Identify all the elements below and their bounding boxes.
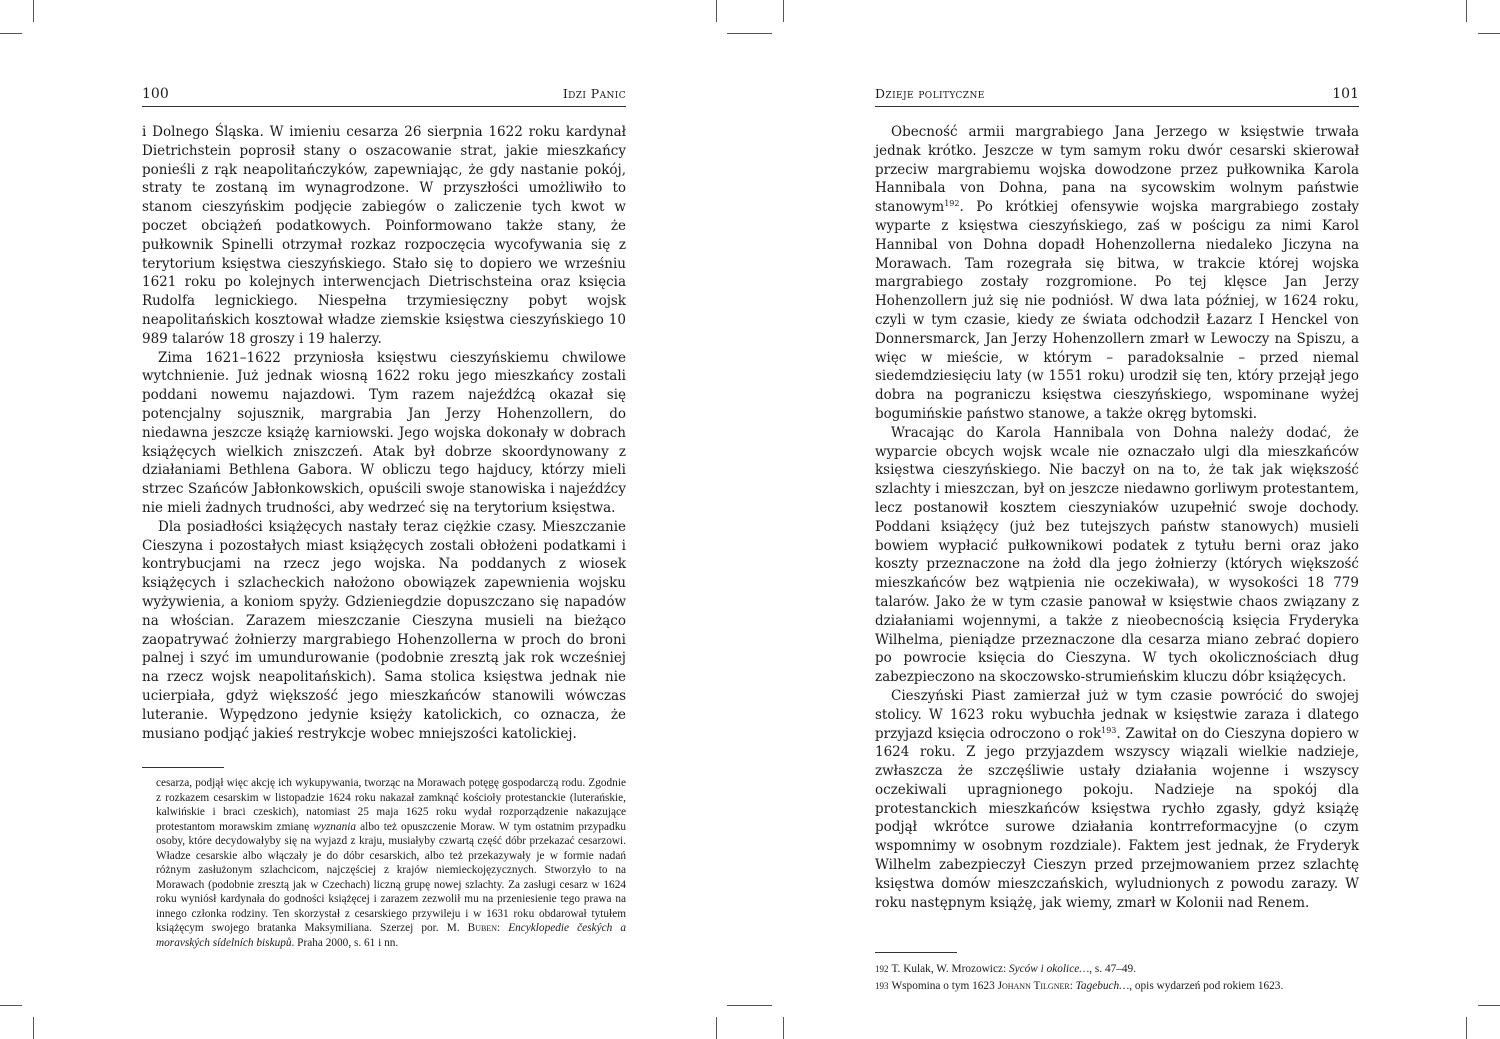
crop-mark: [33, 0, 34, 22]
footnote-ref: 192: [944, 199, 960, 209]
crop-mark: [783, 0, 784, 22]
crop-mark: [0, 33, 22, 34]
crop-mark: [727, 1005, 772, 1006]
paragraph: Wracając do Karola Hannibala von Dohna należy dodać, że wyparcie obcych wojsk wcale nie oznaczało ulgi dla mieszkańców księstwa cieszyńskiego. Nie baczył on na to, że tak jak większość szlachty i mieszczan, był on jeszcze niedawno gorliwym protestantem, lecz postanowił kosztem cieszyniaków uzupełnić swoje dochody. Poddani książęcy (już bez tutejszych państw stanowych) musieli bowiem wypłacić pułkownikowi podatek z tytułu berni oraz jako koszty przeznaczone na żołd dla jego żołnierzy (których większość mieszkańców bez wątpienia nie oczekiwała), w wysokości 18 779 talarów. Jako że w tym czasie panował w księstwie chaos związany z działaniami wojennymi, a także z nieobecnością księcia Fryderyka Wilhelma, pieniądze przeznaczone dla cesarza miano zebrać dopiero po powrocie księcia do Cieszyna. W tych okolicznościach dług zabezpieczono na skoczowsko-strumieńskim kluczu dóbr książęcych.: [875, 424, 1359, 686]
crop-mark: [727, 33, 772, 34]
page-number-left: 100: [142, 86, 169, 102]
paragraph: Obecność armii margrabiego Jana Jerzego w księstwie trwała jednak krótko. Jeszcze w tym samym roku dwór cesarski skierował przeciw margrabiemu wojska dowodzone przez pułkownika Karola Hannibala von Dohna, pana na sycowskim wolnym państwie stanowym$^{192}$. Po krótkiej ofensywie wojska margrabiego zostały wyparte z księstwa cieszyńskiego, zaś w pościgu za nimi Karol Hannibal von Dohna dopadł Hohenzollerna niedaleko Jiczyna na Morawach. Tam rozegrała się bitwa, w trakcie której wojska margrabiego zostały rozgromione. Po tej klęsce Jan Jerzy Hohenzollern już się nie podniósł. W dwa lata później, w 1624 roku, czyli w tym czasie, kiedy ze świata odchodził Łazarz I Henckel von Donnersmarck, Jan Jerzy Hohenzollern zmarł w Lewoczy na Spiszu, a więc w mieście, w którym – paradoksalnie – przed niemal siedemdziesięciu laty (w 1551 roku) urodził się ten, który przejął jego dobra na pograniczu księstwa cieszyńskiego, wspominane wyżej bogumińskie państwo stanowe, a także okręg bytomski.: [875, 124, 1359, 422]
crop-mark: [783, 1017, 784, 1039]
left-page: [142, 86, 626, 950]
running-head-title-left: Idzi Panic: [562, 86, 626, 101]
footnote-ref: 193: [1101, 725, 1117, 735]
body-text-left: [142, 123, 626, 743]
crop-mark: [1478, 1005, 1500, 1006]
footnote-continuation: cesarza, podjął więc akcję ich wykupywania, tworząc na Morawach potęgę gospodarczą rodu. Zgodnie z rozkazem cesarskim w listopadzie 1624 roku nakazał zamknąć kościoły protestanckie (luterańskie, kalwińskie i braci czeskich), natomiast 25 maja 1625 roku wydał rozporządzenie nakazujące protestantom morawskim zmianę wyznania albo też opuszczenie Moraw. W tym ostatnim przypadku osoby, które decydowałyby się na wyjazd z kraju, musiałyby czwartą część dóbr przekazać cesarzowi. Władze cesarskie albo włączały je do dóbr cesarskich, albo też przekazywały je w formie nadań różnym zasłużonym szlachcicom, najczęściej z krajów niemieckojęzycznych. Stworzyło to na Morawach (podobnie zresztą jak w Czechach) liczną grupę nowej szlachty. Za zasługi cesarz w 1624 roku wyniósł kardynała do godności książęcej i zarazem zezwolił mu na przeniesienie tego prawa na innego członka rodziny. Ten skorzystał z cesarskiego przywileju i w 1631 roku obdarował tytułem książęcym swojego bratanka Maksymiliana. Szerzej por. M. Buben: Encyklopedie českých a moravských sídelních biskupů. Praha 2000, s. 61 i nn.: [156, 777, 627, 949]
crop-mark: [1466, 1017, 1467, 1039]
crop-mark: [716, 0, 717, 22]
footnote-193: 193 Wspomina o tym 1623 Johann Tilgner: Tagebuch…, opis wydarzeń pod rokiem 1623.: [875, 980, 1284, 993]
paragraph: Cieszyński Piast zamierzał już w tym czasie powrócić do swojej stolicy. W 1623 roku wybuchła jednak w księstwie zaraza i dlatego przyjazd księcia odroczono o rok$^{193}$. Zawitał on do Cieszyna dopiero w 1624 roku. Z jego przyjazdem wszyscy wiązali wielkie nadzieje, zwłaszcza że szczęśliwie ustały działania wojenne i wszyscy oczekiwali upragnionego pokoju. Nadzieje na spokój dla protestanckich mieszkańców księstwa rychło zgasły, gdyż książę podjął wkrótce surowe działania kontrreformacyjne (o czym wspomnimy w osobnym rozdziale). Faktem jest jednak, że Fryderyk Wilhelm zabezpieczył Cieszyn przed przejmowaniem przez szlachtę księstwa domów mieszczańskich, wyludnionych z powodu zarazy. W roku następnym książę, jak wiemy, zmarł w Kolonii nad Renem.: [875, 687, 1359, 911]
crop-mark: [1478, 33, 1500, 34]
crop-mark: [0, 1005, 22, 1006]
footnote-rule: [142, 767, 224, 768]
paragraph: i Dolnego Śląska. W imieniu cesarza 26 sierpnia 1622 roku kardynał Dietrichstein poprosił stany o oszacowanie strat, jakie mieszkańcy ponieśli z rąk neapolitańczyków, zapewniając, że gdy nastanie pokój, straty te zostaną im wynagrodzone. W przyszłości umożliwiło to stanom cieszyńskim podjęcie zabiegów o zaliczenie tych kwot w poczet obciążeń podatkowych. Poinformowano także stany, że pułkownik Spinelli otrzymał rozkaz rozpoczęcia wycofywania się z terytorium księstwa cieszyńskiego. Stało się to dopiero we wrześniu 1621 roku po kolejnych interwencjach Dietrischsteina oraz księcia Rudolfa legnickiego. Niespełna trzymiesięczny pobyt wojsk neapolitańskich kosztował władze ziemskie księstwa cieszyńskiego 10 989 talarów 18 groszy i 19 halerzy.: [142, 124, 626, 347]
page-number-right: 101: [1332, 86, 1359, 102]
body-text-right: [875, 123, 1359, 912]
crop-mark: [33, 1017, 34, 1039]
crop-mark: [1466, 0, 1467, 22]
right-page: [875, 86, 1359, 995]
paragraph: Zima 1621–1622 przyniosła księstwu cieszyńskiemu chwilowe wytchnienie. Już jednak wiosną 1622 roku jego mieszkańcy zostali poddani nowemu najazdowi. Tym razem najeźdźcą okazał się potencjalny sojusznik, margrabia Jan Jerzy Hohenzollern, do niedawna jeszcze książę karniowski. Jego wojska dokonały w dobrach książęcych wielkich zniszczeń. Atak był dobrze skoordynowany z działaniami Bethlena Gabora. W obliczu tego hajducy, którzy mieli strzec Szańców Jabłonkowskich, opuścili swoje stanowiska i najeźdźcy nie mieli żadnych trudności, aby wedrzeć się na terytorium księstwa.: [142, 349, 626, 516]
running-head-title-right: Dzieje polityczne: [875, 86, 985, 101]
footnotes-right: [875, 961, 1359, 995]
running-head-left: [142, 86, 626, 107]
paragraph: Dla posiadłości książęcych nastały teraz ciężkie czasy. Mieszczanie Cieszyna i pozostałych miast książęcych zostali obłożeni podatkami i kontrybucjami na rzecz jego wojska. Na poddanych z wiosek książęcych i szlacheckich nałożono obowiązek zapewnienia wojsku wyżywienia, a koniom spyży. Gdzieniegdzie dopuszczano się napadów na włościan. Zarazem mieszczanie Cieszyna musieli na bieżąco zaopatrywać żołnierzy margrabiego Hohenzollerna w proch do broni palnej i szyć im umundurowanie (podobnie zresztą jak rok wcześniej na rzecz wojsk neapolitańskich). Sama stolica księstwa jednak nie ucierpiała, gdyż większość jego mieszkańców stanowili wówczas luteranie. Wypędzono jedynie księży katolickich, co oznacza, że musiano podjąć jakieś restrykcje wobec mniejszości katolickiej.: [142, 518, 626, 742]
footnote-192: 192 T. Kulak, W. Mrozowicz: Syców i okolice…, s. 47–49.: [875, 963, 1137, 976]
crop-mark: [716, 1017, 717, 1039]
footnote-rule: [875, 952, 957, 953]
running-head-right: [875, 86, 1359, 107]
